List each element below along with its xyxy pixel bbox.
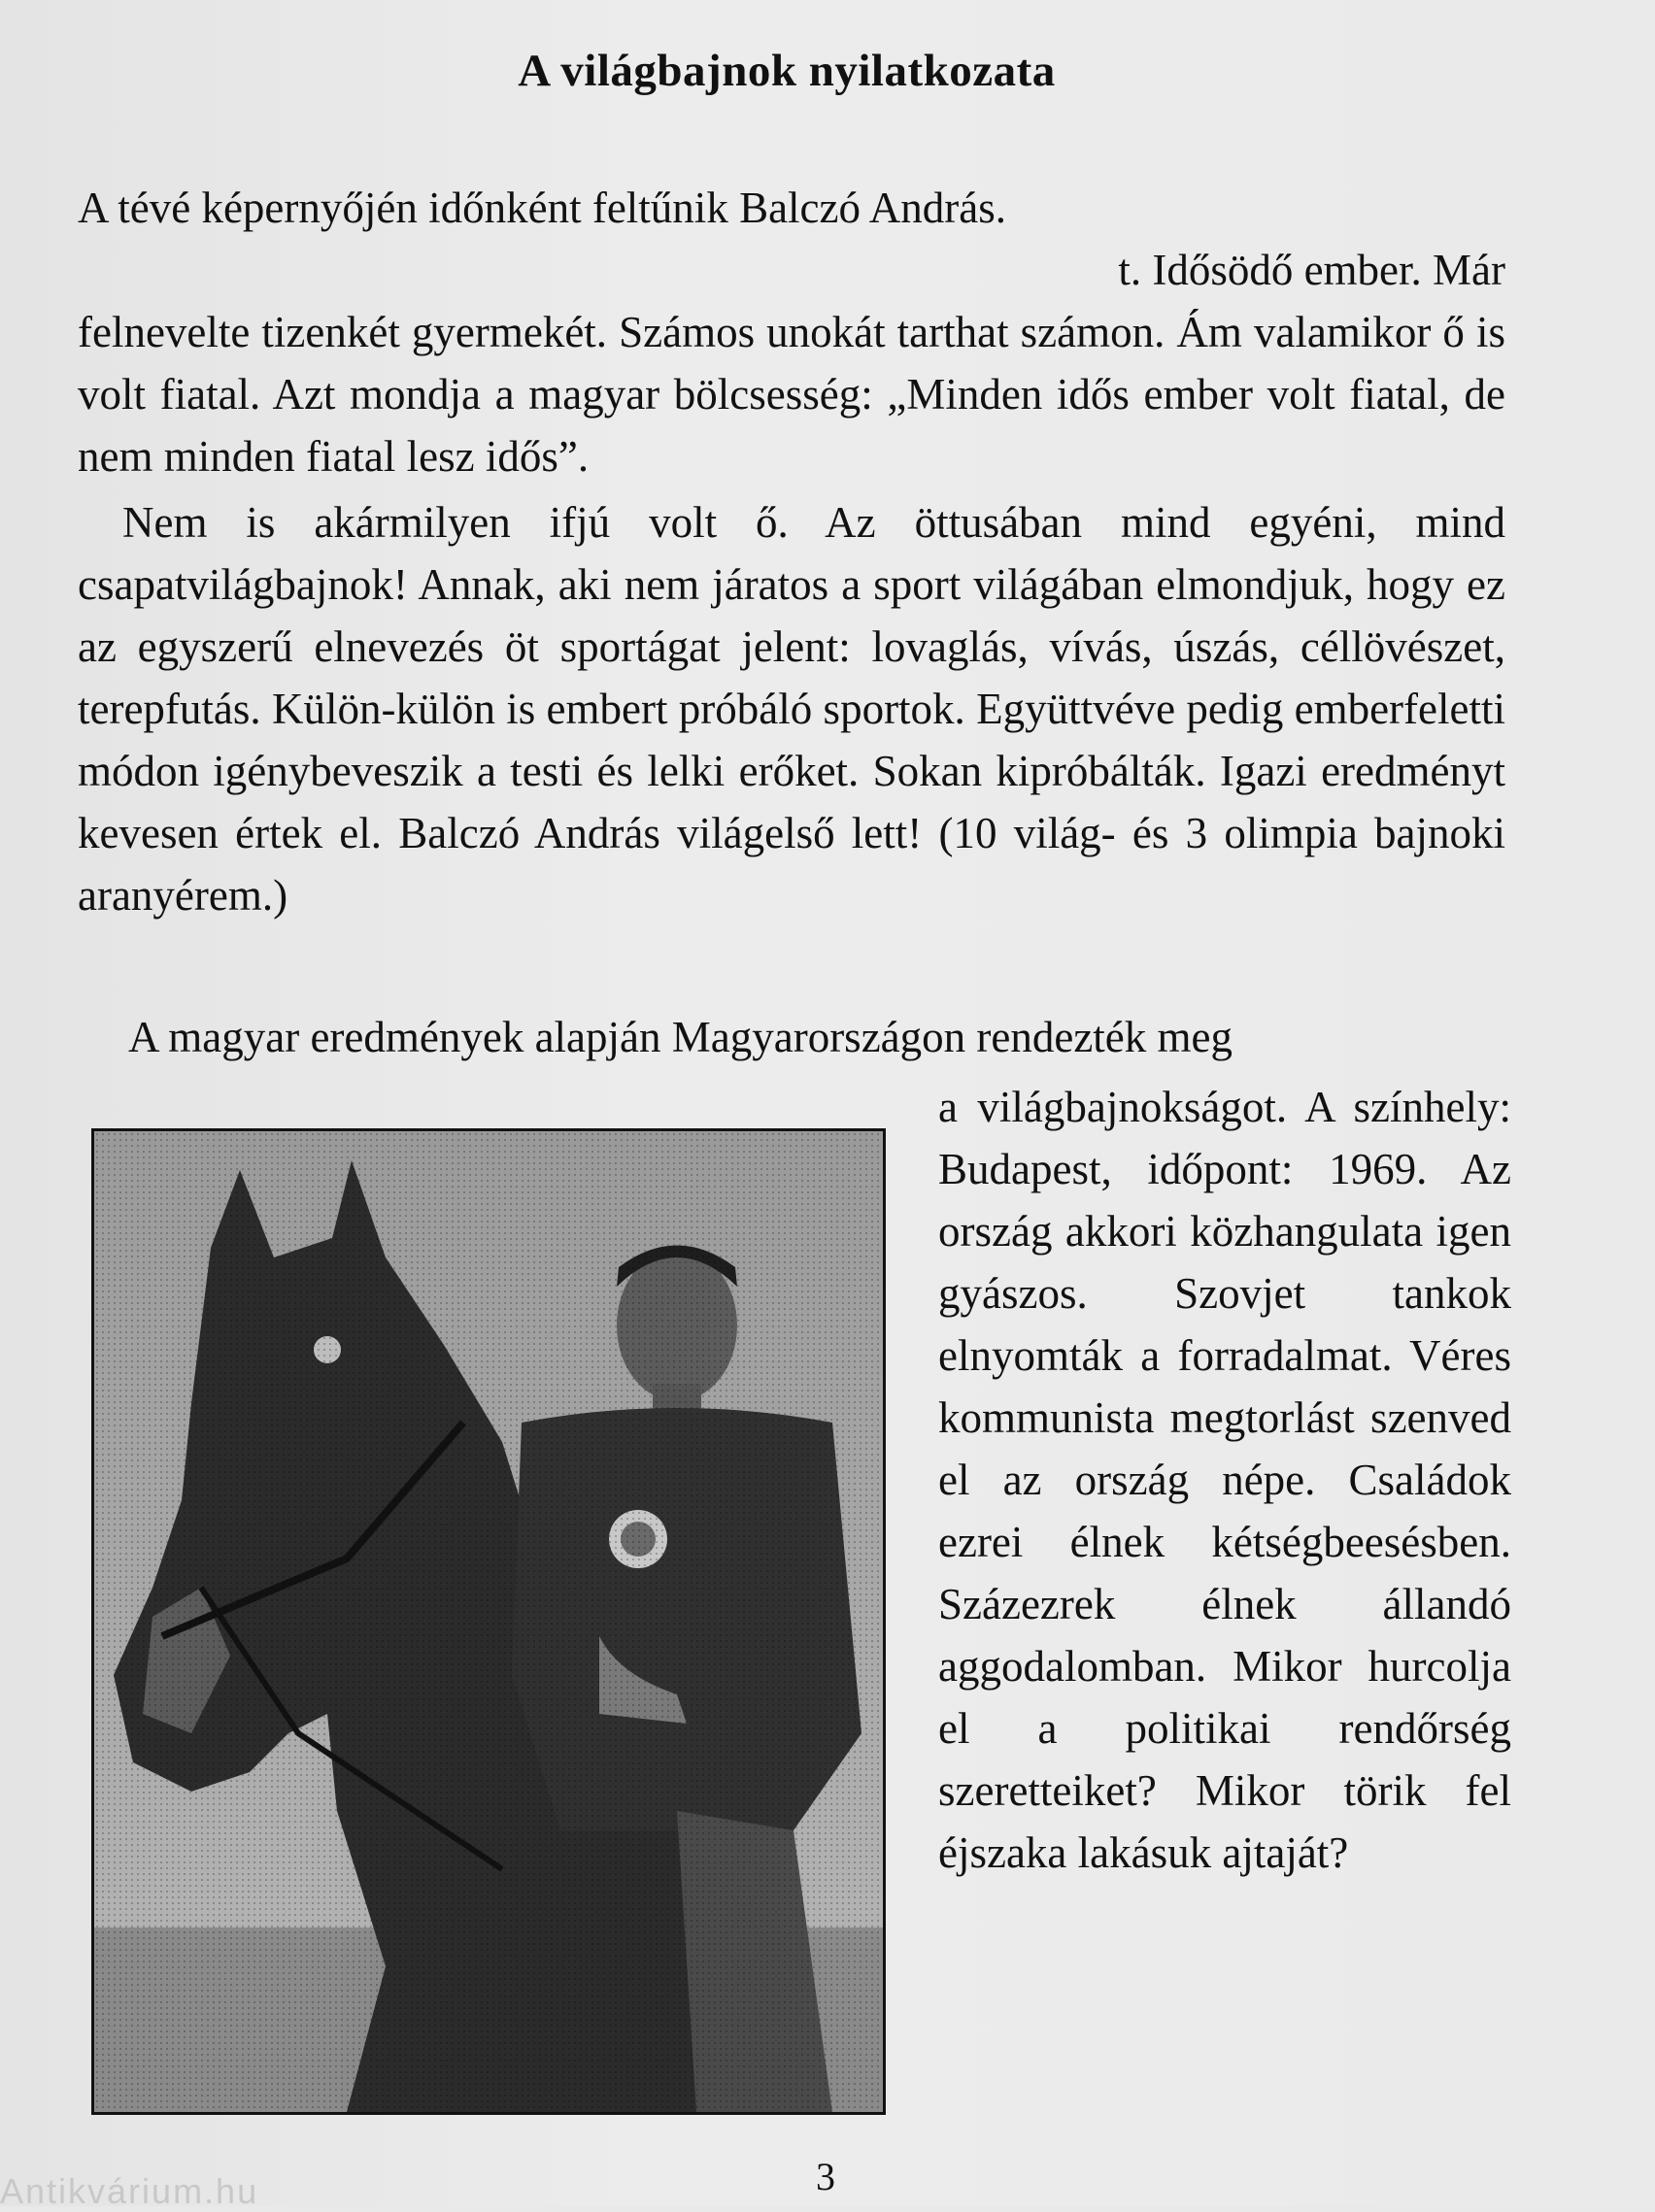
photo-illustration bbox=[94, 1131, 883, 2112]
paragraph-1 bbox=[78, 177, 1505, 487]
paragraph-1-rest: felnevelte tizenkét gyermekét. Számos unokát tarthat számon. Ám valamikor ő is volt fiatal. Azt mondja a magyar bölcsesség: „Minden idős ember volt fiatal, de nem minden fiatal lesz idős”. bbox=[78, 308, 1505, 481]
watermark: Antikvárium.hu bbox=[0, 2171, 259, 2211]
paragraph-2-block bbox=[78, 491, 1505, 926]
paragraph-2: Nem is akármilyen ifjú volt ő. Az öttusában mind egyéni, mind csapatvilágbajnok! Annak, aki nem járatos a sport világában elmondjuk, hogy ez az egyszerű elnevezés öt sportágat jelent: lovaglás, vívás, úszás, céllövészet, terepfutás. Külön-külön is embert próbáló sportok. Együttvéve pedig emberfeletti módon igénybeveszik a testi és lelki erőket. Sokan kipróbálták. Igazi eredményt kevesen értek el. Balczó András világelső lett! (10 világ- és 3 olimpia bajnoki aranyérem.) bbox=[78, 498, 1505, 920]
paragraph-1-line-1: A tévé képernyőjén időnként feltűnik Balczó András. bbox=[78, 184, 1006, 232]
horse-rider-photo bbox=[91, 1128, 886, 2115]
chapter-title: A világbajnok nyilatkozata bbox=[518, 46, 1056, 96]
paragraph-3-block bbox=[78, 1006, 1505, 1068]
page-number: 3 bbox=[816, 2155, 835, 2198]
paragraph-1-line-2: t. Idősödő ember. Már bbox=[1118, 246, 1505, 294]
paragraph-3-side-column: a világbajnokságot. A színhely: Budapest, időpont: 1969. Az ország akkori közhangulata igen gyászos. Szovjet tankok elnyomták a forradalmat. Véres kommunista megtorlást szenved el az ország népe. Családok ezrei élnek kétségbeesésben. Százezrek élnek állandó aggodalomban. Mikor hurcolja el a politikai rendőrség szeretteiket? Mikor törik fel éjszaka lakásuk ajtaját? bbox=[938, 1083, 1511, 1877]
paragraph-3-first-line: A magyar eredmények alapján Magyarországon rendezték meg bbox=[128, 1013, 1233, 1061]
